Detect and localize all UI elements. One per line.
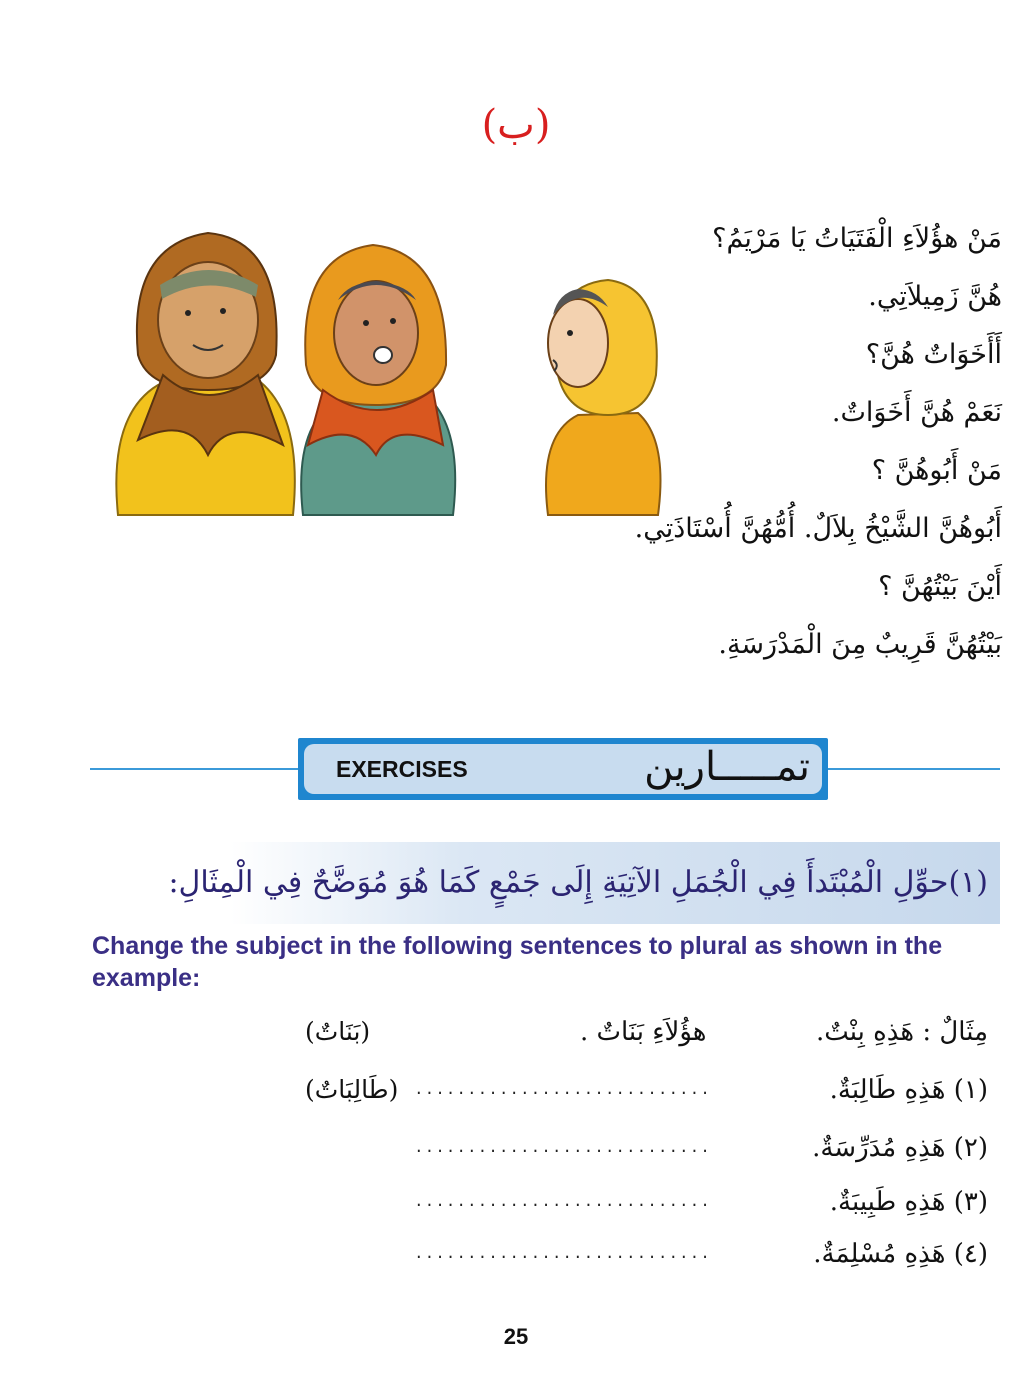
dialogue-line: أَيْنَ بَيْتُهُنَّ ؟ bbox=[878, 571, 1002, 602]
exercise-item-2 bbox=[0, 1120, 1032, 1176]
section-letter-text: (ب) bbox=[481, 102, 551, 148]
exercise-sentence: (٢) هَذِهِ مُدَرِّسَةٌ. bbox=[812, 1133, 988, 1163]
exercise-sentence: (٣) هَذِهِ طَبِيبَةٌ. bbox=[829, 1187, 988, 1217]
exercise-item-4 bbox=[0, 1226, 1032, 1282]
answer-blank[interactable]: ............................ bbox=[414, 1081, 711, 1099]
dialogue-line: مَنْ هؤُلاَءِ الْفَتَيَاتُ يَا مَرْيَمُ؟ bbox=[712, 223, 1002, 254]
instruction-ar-band bbox=[168, 842, 1000, 924]
instruction-ar: (١)حوِّلِ الْمُبْتَدأَ فِي الْجُمَلِ الآتِيَةِ إِلَى جَمْعٍ كَمَا هُوَ مُوَضَّحٌ فِي الْمِثَالِ: bbox=[168, 865, 988, 900]
exercise-item-1 bbox=[0, 1062, 1032, 1118]
exercises-banner bbox=[298, 738, 828, 800]
instruction-en: Change the subject in the following sentences to plural as shown in the example: bbox=[92, 932, 943, 992]
section-letter bbox=[0, 95, 1032, 155]
exercise-sentence: (٤) هَذِهِ مُسْلِمَةٌ. bbox=[813, 1239, 988, 1269]
exercises-label-ar: تمـــــارين bbox=[644, 744, 810, 790]
exercise-sentence: (١) هَذِهِ طَالِبَةٌ. bbox=[829, 1075, 988, 1105]
dialogue-line: أَبُوهُنَّ الشَّيْخُ بِلاَلٌ. أُمُّهُنَّ أُسْتَاذَتِي. bbox=[634, 513, 1002, 544]
exercises-label-en: EXERCISES bbox=[336, 756, 468, 782]
girl-left-figure bbox=[116, 233, 294, 515]
exercise-item-3 bbox=[0, 1174, 1032, 1230]
girl-middle-figure bbox=[301, 245, 455, 515]
answer-blank[interactable]: ............................ bbox=[414, 1139, 711, 1157]
answer-blank[interactable]: ............................ bbox=[414, 1193, 711, 1211]
example-hint: (بَنَاتٌ) bbox=[305, 1017, 371, 1046]
dialogue-line: أَأَخَوَاتٌ هُنَّ؟ bbox=[865, 339, 1002, 370]
dialogue-line: مَنْ أَبُوهُنَّ ؟ bbox=[871, 455, 1002, 486]
page-number: 25 bbox=[503, 1324, 529, 1349]
dialogue-line: نَعَمْ هُنَّ أَخَوَاتٌ. bbox=[831, 397, 1002, 428]
example-answer: هؤُلاَءِ بَنَاتٌ . bbox=[580, 1017, 707, 1047]
example-sentence: مِثَالٌ : هَذِهِ بِنْتٌ. bbox=[816, 1017, 988, 1047]
dialogue-line: بَيْتُهُنَّ قَرِيبٌ مِنَ الْمَدْرَسَةِ. bbox=[718, 629, 1002, 660]
dialogue-line: هُنَّ زَمِيلاَتِي. bbox=[868, 281, 1002, 312]
dialogue-list bbox=[582, 210, 1002, 674]
exercise-hint: (طَالِبَاتٌ) bbox=[305, 1075, 399, 1104]
answer-blank[interactable]: ............................ bbox=[414, 1245, 711, 1263]
example-row bbox=[0, 1004, 1032, 1060]
